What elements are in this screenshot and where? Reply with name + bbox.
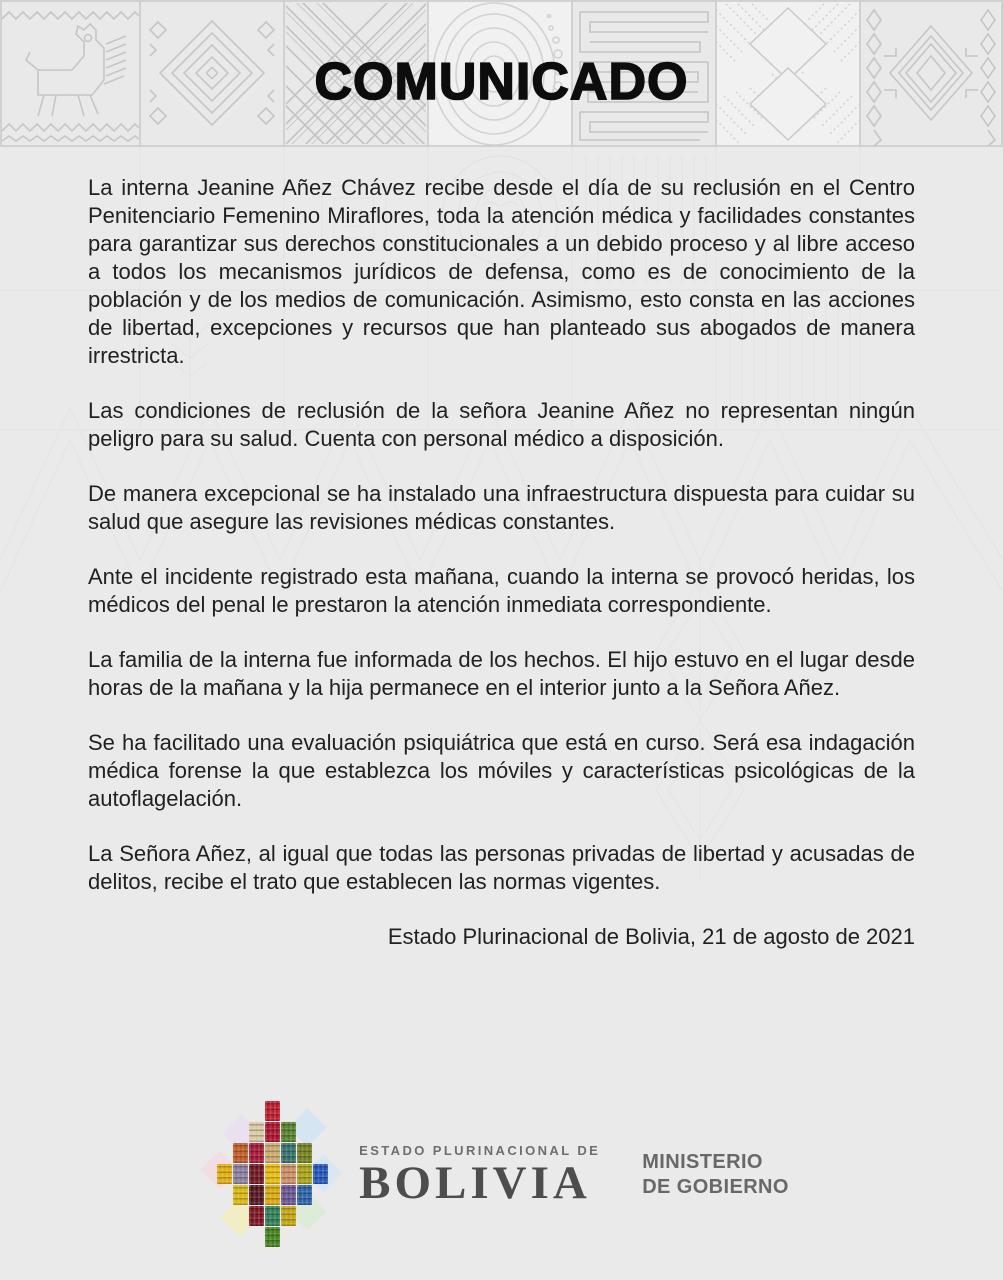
brand-name-label: BOLIVIA — [359, 1156, 591, 1209]
dateline: Estado Plurinacional de Bolivia, 21 de agosto de 2021 — [387, 924, 915, 949]
emblem-tile — [217, 1227, 232, 1247]
emblem-tile — [249, 1164, 264, 1184]
emblem-tile — [297, 1143, 312, 1163]
emblem-tile — [233, 1164, 248, 1184]
emblem-tile — [217, 1185, 232, 1205]
emblem-tile — [265, 1164, 280, 1184]
emblem-tile — [281, 1101, 296, 1121]
emblem-tile — [281, 1227, 296, 1247]
emblem-tile — [265, 1143, 280, 1163]
emblem-tile — [217, 1101, 232, 1121]
emblem-tile — [313, 1227, 328, 1247]
emblem-tile — [265, 1185, 280, 1205]
emblem-tile — [233, 1143, 248, 1163]
ministry-line-1: MINISTERIO — [642, 1151, 763, 1173]
emblem-tile — [249, 1206, 264, 1226]
paragraph-3: De manera excepcional se ha instalado una infraestructura dispuesta para cuidar su salud que asegure las revisiones médicas constantes. — [88, 481, 915, 534]
paragraph-1: La interna Jeanine Añez Chávez recibe desde el día de su reclusión en el Centro Penitenciario Femenino Miraflores, toda la atención médica y facilidades constantes para garantizar sus derechos constitucionales a un debido proceso y al libre acceso a todos los mecanismos jurídicos de defensa, como es de conocimiento de la población y de los medios de comunicación. Asimismo, esto consta en las acciones de libertad, excepciones y recursos que han planteado sus abogados de manera irrestricta. — [88, 175, 915, 368]
emblem-tile — [233, 1101, 248, 1121]
emblem-tile — [297, 1227, 312, 1247]
emblem-tile — [265, 1101, 280, 1121]
emblem-tile — [265, 1206, 280, 1226]
emblem-tile — [249, 1143, 264, 1163]
emblem-tile — [249, 1185, 264, 1205]
emblem-tile — [265, 1227, 280, 1247]
emblem-tile — [297, 1164, 312, 1184]
emblem-tile — [313, 1143, 328, 1163]
emblem-tile — [217, 1143, 232, 1163]
emblem-tile — [297, 1101, 312, 1121]
brand-text-block — [359, 1143, 600, 1208]
emblem-tile — [313, 1101, 328, 1121]
page-title: COMUNICADO — [314, 53, 689, 111]
chakana-emblem-icon — [214, 1098, 333, 1252]
emblem-tile — [249, 1101, 264, 1121]
emblem-tile — [217, 1164, 232, 1184]
paragraph-6: Se ha facilitado una evaluación psiquiátrica que está en curso. Será esa indagación médica forense la que establezca los móviles y características psicológicas de la autoflagelación. — [88, 730, 915, 811]
ministry-label — [642, 1150, 789, 1200]
emblem-tile — [249, 1122, 264, 1142]
emblem-tile — [297, 1185, 312, 1205]
emblem-tile — [265, 1122, 280, 1142]
emblem-tile — [217, 1206, 232, 1226]
emblem-tile — [313, 1185, 328, 1205]
brand-top-label: ESTADO PLURINACIONAL DE — [359, 1142, 601, 1158]
emblem-tile — [281, 1143, 296, 1163]
emblem-tile — [313, 1122, 328, 1142]
bolivia-emblem — [217, 1101, 328, 1247]
emblem-tile — [281, 1122, 296, 1142]
emblem-tile — [313, 1206, 328, 1226]
emblem-tile — [233, 1227, 248, 1247]
paragraph-5: La familia de la interna fue informada de los hechos. El hijo estuvo en el lugar desde horas de la mañana y la hija permanece en el interior junto a la Señora Añez. — [88, 647, 915, 700]
footer-logo-block — [0, 1098, 1003, 1252]
emblem-tile — [249, 1227, 264, 1247]
paragraph-7: La Señora Añez, al igual que todas las personas privadas de libertad y acusadas de delitos, recibe el trato que establecen las normas vigentes. — [88, 841, 915, 894]
emblem-tile — [297, 1206, 312, 1226]
communique-body — [88, 174, 915, 951]
paragraph-4: Ante el incidente registrado esta mañana, cuando la interna se provocó heridas, los médicos del penal le prestaron la atención inmediata correspondiente. — [88, 564, 915, 617]
ministry-line-2: DE GOBIERNO — [642, 1176, 789, 1198]
emblem-tile — [313, 1164, 328, 1184]
emblem-tile — [233, 1122, 248, 1142]
emblem-tile — [281, 1206, 296, 1226]
emblem-tile — [233, 1185, 248, 1205]
emblem-tile — [281, 1185, 296, 1205]
paragraph-2: Las condiciones de reclusión de la señora Jeanine Añez no representan ningún peligro para su salud. Cuenta con personal médico a disposición. — [88, 398, 915, 451]
emblem-tile — [281, 1164, 296, 1184]
emblem-tile — [297, 1122, 312, 1142]
emblem-tile — [233, 1206, 248, 1226]
emblem-tile — [217, 1122, 232, 1142]
